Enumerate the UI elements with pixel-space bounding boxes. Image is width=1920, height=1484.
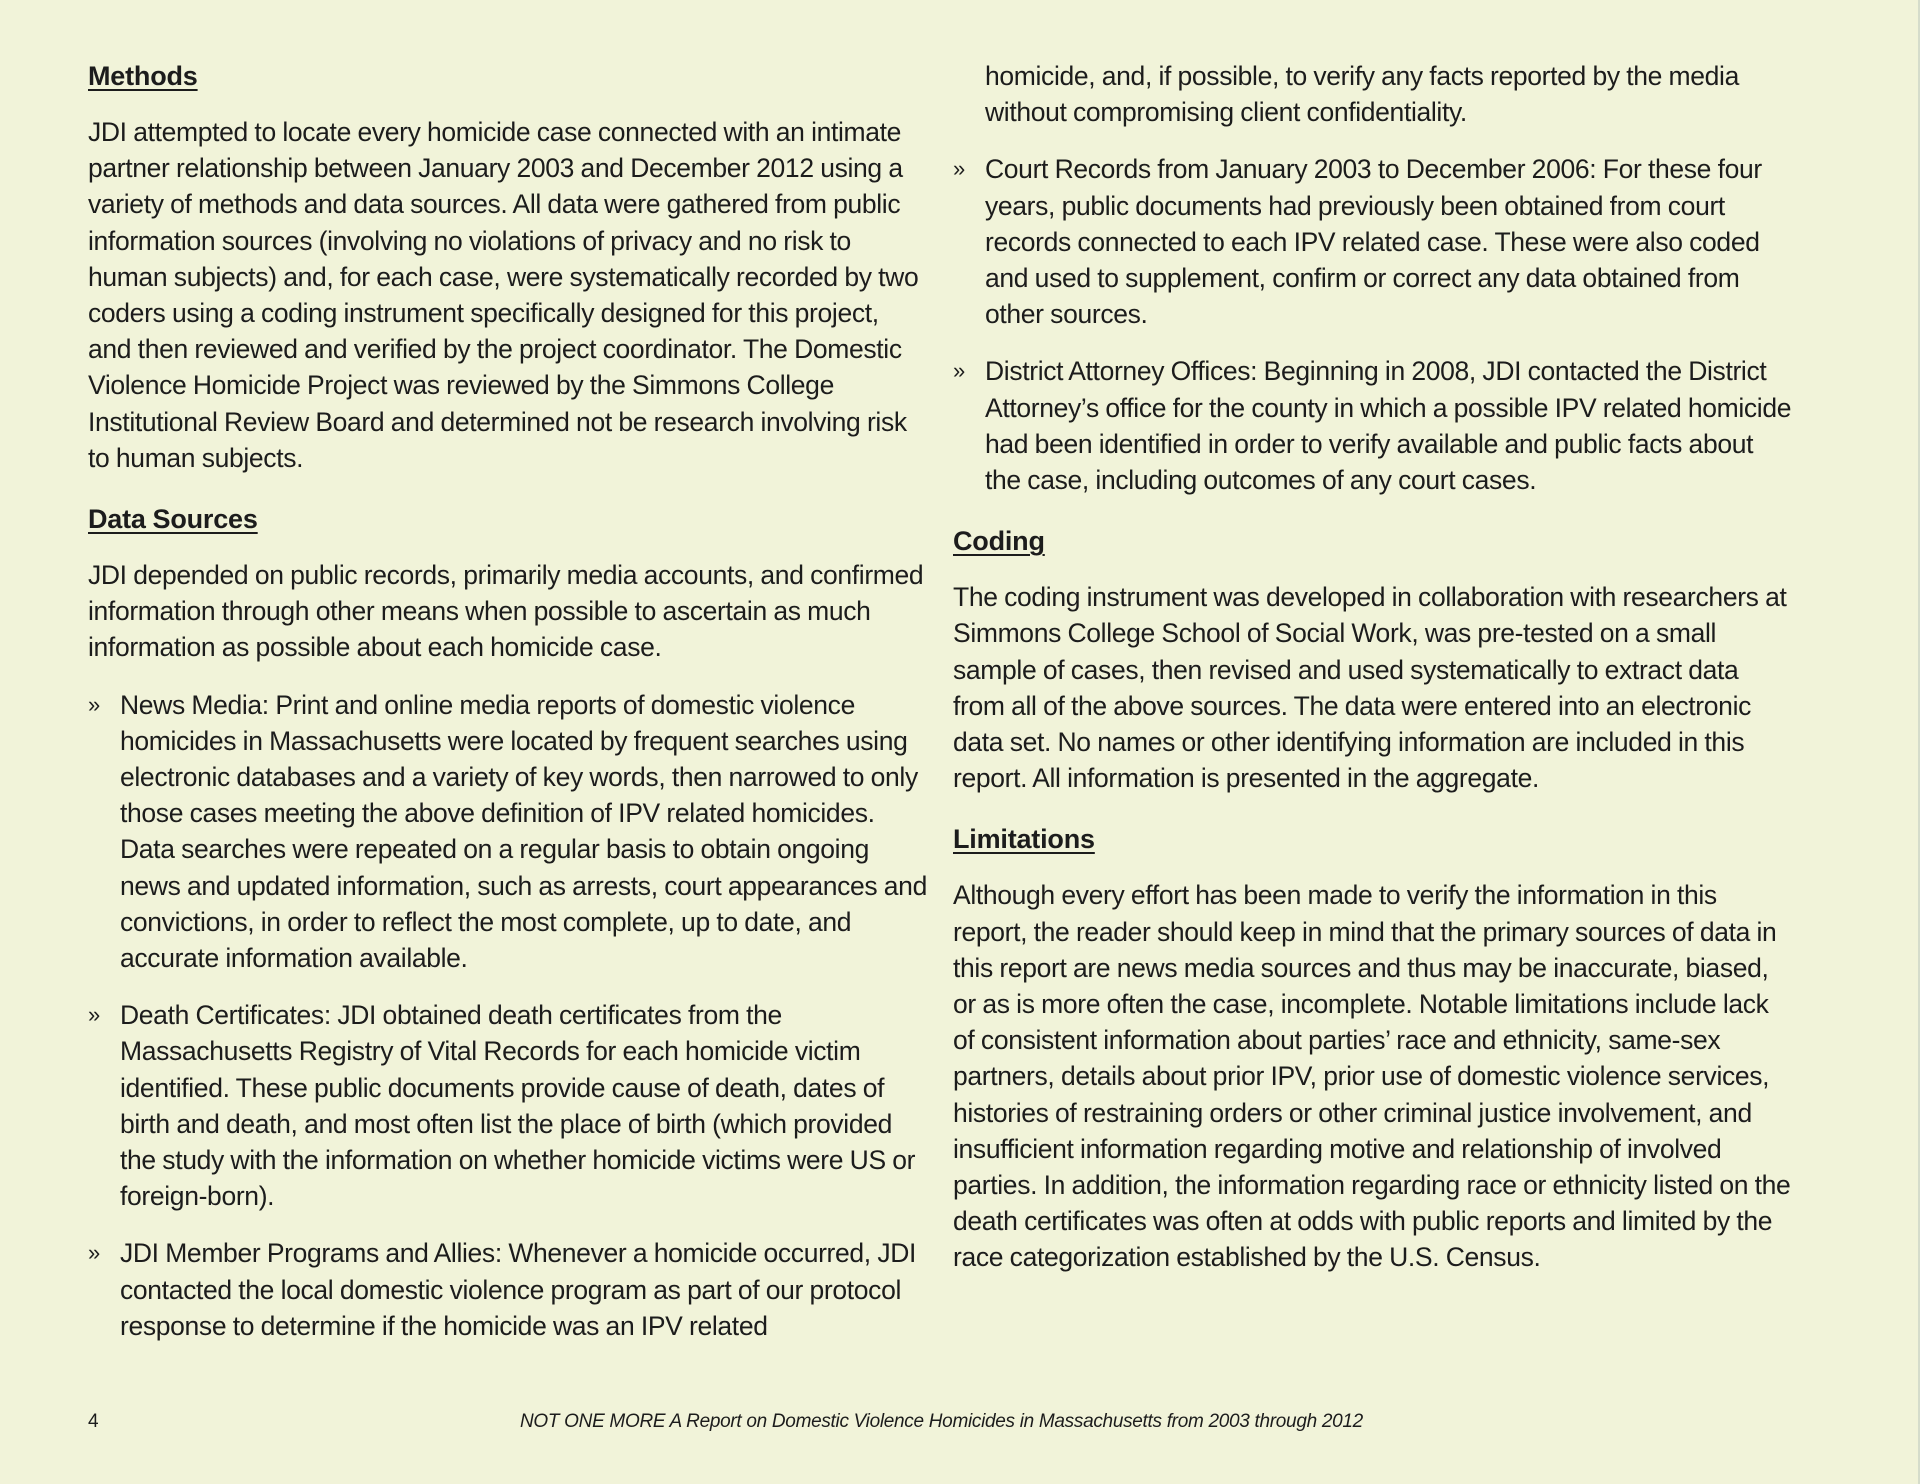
bullet-marker-icon: » [88, 1002, 100, 1028]
limitations-paragraph: Although every effort has been made to verify the information in this report, the reader should keep in mind that the primary sources of data in this report are news media sources and thus may be inaccurate, biased, or as is more often the case, incomplete. Notable limitations include lack of consistent information about parties’ race and ethnicity, same-sex partners, details about prior IPV, prior use of domestic violence services, histories of restraining orders or other criminal justice involvement, and insufficient information regarding motive and relationship of involved parties. In addition, the information regarding race or ethnicity listed on the death certificates was often at odds with public reports and limited by the race categorization established by the U.S. Census. [953, 880, 1791, 1273]
coding-section [953, 523, 1793, 796]
bullet-death-certificates [88, 997, 928, 1214]
data-sources-section [88, 501, 928, 1344]
right-column [953, 58, 1793, 1297]
bullet-news-media [88, 687, 928, 977]
bullet-district-attorney [953, 353, 1793, 498]
methods-heading: Methods [88, 61, 198, 91]
data-sources-paragraph: JDI depended on public records, primarily media accounts, and confirmed information through other means when possible to ascertain as much information as possible about each homicide case. [88, 560, 924, 663]
running-title: NOT ONE MORE A Report on Domestic Violence Homicides in Massachusetts from 2003 through 2012 [520, 1411, 1363, 1432]
coding-heading: Coding [953, 526, 1045, 557]
bullet-text: District Attorney Offices: Beginning in 2008, JDI contacted the District Attorney’s office for the county in which a possible IPV related homicide had been identified in order to verify available and public facts about the case, including outcomes of any court cases. [985, 356, 1792, 496]
data-sources-heading: Data Sources [88, 504, 258, 535]
bullet-text: JDI Member Programs and Allies: Whenever a homicide occurred, JDI contacted the local domestic violence program as part of our protocol response to determine if the homicide was an IPV related [120, 1238, 917, 1341]
limitations-section [953, 821, 1793, 1275]
bullet-member-programs-continuation: homicide, and, if possible, to verify any facts reported by the media without compromising client confidentiality. [985, 61, 1739, 128]
bullet-text: Court Records from January 2003 to December 2006: For these four years, public documents had previously been obtained from court records connected to each IPV related case. These were also coded and used to supplement, confirm or correct any data obtained from other sources. [985, 154, 1762, 330]
methods-section [88, 58, 928, 476]
limitations-heading: Limitations [953, 824, 1095, 855]
coding-paragraph: The coding instrument was developed in collaboration with researchers at Simmons College School of Social Work, was pre-tested on a small sample of cases, then revised and used systematically to extract data from all of the above sources. The data were entered into an electronic data set. No names or other identifying information are included in this report. All information is presented in the aggregate. [953, 582, 1787, 794]
left-column [88, 58, 928, 1365]
bullet-text: Death Certificates: JDI obtained death certificates from the Massachusetts Registry of Vital Records for each homicide victim identified. These public documents provide cause of death, dates of birth and death, and most often list the place of birth (which provided the study with the information on whether homicide victims were US or foreign-born). [120, 1000, 916, 1212]
methods-paragraph: JDI attempted to locate every homicide case connected with an intimate partner relationship between January 2003 and December 2012 using a variety of methods and data sources. All data were gathered from public information sources (involving no violations of privacy and no risk to human subjects) and, for each case, were systematically recorded by two coders using a coding instrument specifically designed for this project, and then reviewed and verified by the project coordinator. The Domestic Violence Homicide Project was reviewed by the Simmons College Institutional Review Board and determined not be research involving risk to human subjects. [88, 117, 919, 473]
page-number: 4 [88, 1411, 99, 1432]
bullet-member-programs [88, 1235, 928, 1344]
bullet-marker-icon: » [953, 156, 965, 182]
bullet-marker-icon: » [88, 691, 100, 717]
bullet-text: News Media: Print and online media reports of domestic violence homicides in Massachusetts were located by frequent searches using electronic databases and a variety of key words, then narrowed to only those cases meeting the above definition of IPV related homicides. Data searches were repeated on a regular basis to obtain ongoing news and updated information, such as arrests, court appearances and convictions, in order to reflect the most complete, up to date, and accurate information available. [120, 689, 927, 974]
bullet-court-records [953, 151, 1793, 332]
bullet-marker-icon: » [953, 358, 965, 384]
bullet-marker-icon: » [88, 1240, 100, 1266]
